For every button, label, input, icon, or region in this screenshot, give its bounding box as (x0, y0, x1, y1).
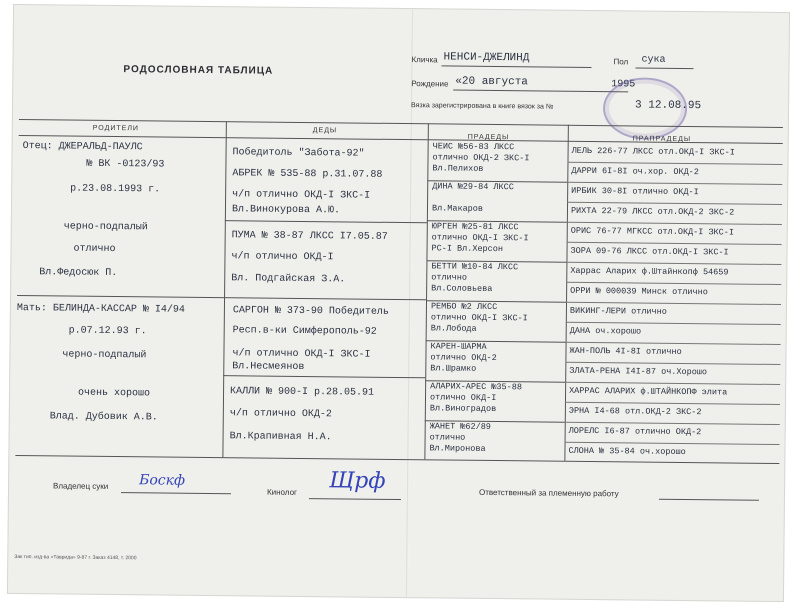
great-great-row-divider (566, 282, 781, 285)
father-color: черно-подпалый (63, 221, 148, 234)
gg-line: Вл.Макаров (431, 203, 484, 214)
nickname-value: НЕНСИ-ДЖЕЛИНД (443, 51, 530, 65)
gg-line: Вл.Лобода (430, 323, 477, 334)
great-great-row-divider (565, 382, 780, 385)
gg-line: РЕМБО №2 ЛКСС (430, 301, 498, 313)
great-great-row-divider (566, 302, 781, 305)
gg-line: ЮРГЕН №25-81 ЛКСС (431, 221, 519, 233)
birth-underline (453, 90, 628, 93)
great-great-row-divider (567, 182, 782, 185)
grandparent-line: Победитоль "Забота-92" (232, 147, 365, 160)
sex-label: Пол (613, 57, 629, 67)
sex-underline (635, 67, 693, 69)
great-great-grandparent-entry: ЭРНА I4-68 отл.ОКД-2 ЗКС-2 (568, 405, 702, 418)
column-header-great-great: ПРАПРАДЕДЫ (632, 135, 692, 144)
great-great-grandparent-entry: ДАРРИ 6I-8I оч.хор. ОКД-2 (571, 165, 699, 178)
grandparent-line: Респ.в-ки Симферополь-92 (232, 325, 377, 338)
owner-signature-line (121, 492, 231, 494)
grandparent-line: АБРЕК № 535-88 р.31.07.88 (232, 168, 383, 181)
great-great-row-divider (565, 402, 780, 405)
kennel-stamp (603, 77, 688, 140)
registration-label: Вязка зарегистрирована в книге вязок за № (411, 102, 554, 111)
gg-line: ДИНА №29-84 ЛКСС (432, 181, 514, 193)
mother-name: Мать: БЕЛИНДА-КАССАР № I4/94 (16, 303, 186, 316)
gg-line: Вл.Виноградов (429, 403, 497, 415)
grandparent-line: Вл. Подгайская З.А. (231, 273, 346, 286)
responsible-signature-line (659, 499, 759, 501)
great-great-grandparent-entry: СЛОНА № 35-84 оч.хорошо (568, 445, 686, 458)
grandparent-line: Вл.Винокурова А.Ю. (231, 204, 341, 217)
great-great-row-divider (567, 242, 782, 245)
owner-signature: Боскф (139, 472, 186, 489)
great-great-grandparent-entry: ДАНА оч.хорошо (569, 325, 642, 337)
parents-divider (17, 295, 426, 300)
father-name: Отец: ДЖЕРАЛЬД-ПАУЛС (22, 141, 143, 154)
great-great-row-divider (565, 362, 780, 365)
cynologist-signature: Щрф (329, 468, 386, 494)
birth-label: Рождение (411, 79, 449, 89)
grandparent-line: САРГОН № 373-90 Победитель (232, 305, 389, 318)
sex-value: сука (641, 54, 666, 66)
gg-line: отлично (429, 432, 466, 443)
grandparent-line: ПУМА № 38-87 ЛКСС I7.05.87 (231, 230, 388, 243)
great-great-grandparent-entry: ЗОРА 09-76 ЛКСС отл.ОКД-I ЗКС-I (570, 245, 729, 258)
gg-line: Вл.Пелихов (432, 163, 484, 174)
great-great-row-divider (565, 442, 780, 445)
father-grade: отлично (73, 243, 116, 256)
grandparent-line: ч/п отлично ОКД-2 (229, 408, 332, 421)
gg-line: КАРЕН-ШАРМА (430, 341, 487, 352)
gg-line: ЧЕИС №56-83 ЛКСС (432, 141, 515, 153)
column-header-grandparents: ДЕДЫ (312, 127, 338, 135)
great-great-grandparent-entry: ЖАН-ПОЛЬ 4I-8I отлично (569, 345, 682, 357)
gg-line: отлично ОКД-2 ЗКС-I (432, 152, 530, 164)
great-great-grandparent-entry: РИХТА 22-79 ЛКСС отл.ОКД-2 ЗКС-2 (570, 205, 735, 218)
father-registry: № ВК -0123/93 (86, 158, 165, 171)
great-great-row-divider (567, 222, 782, 225)
grandparent-line: КАЛЛИ № 900-I р.28.05.91 (230, 386, 375, 399)
great-great-grandparent-entry: Харрас Аларих ф.Штайнкопф 54659 (570, 265, 729, 278)
grandparent-line: ч/п отлично ОКД-I ЗКС-I (232, 189, 371, 202)
print-imprint: Зак тип. изд-ва «Таврида» 9-87 г. Заказ 4148, т. 2000 (14, 553, 137, 562)
great-great-row-divider (566, 262, 781, 265)
great-great-grandparent-entry: ЗЛАТА-РЕНА I4I-87 оч.Хорошо (569, 365, 708, 378)
gg-line: Вл.Шрамко (430, 363, 477, 374)
gg-line: Вл.Соловьева (431, 283, 493, 294)
gg-line: отлично (431, 272, 468, 283)
grandparent-line: ч/п отлично ОКД-I (231, 251, 334, 264)
nickname-label: Кличка (411, 55, 438, 65)
cynologist-signature-line (309, 498, 401, 500)
great-great-grandparent-entry: ИРБИК 30-8I отлично ОКД-I (571, 185, 699, 198)
grandparents-divider-1 (225, 220, 427, 223)
gg-line: ЖАНЕТ №62/89 (429, 421, 491, 432)
gg-line: отлично ОКД-I ЗКС-I (431, 232, 529, 244)
mother-grade: очень хорошо (77, 387, 151, 400)
page-fold (406, 9, 414, 597)
birth-year: 1995 (611, 79, 636, 91)
gg-line: отлично ОКД-I ЗКС-I (430, 312, 528, 324)
gg-line: РС-I Вл.Херсон (431, 243, 504, 255)
column-header-great-grandparents: ПРАДЕДЫ (467, 133, 510, 142)
great-great-row-divider (567, 162, 782, 165)
mother-birth: р.07.12.93 г. (68, 325, 147, 338)
gg-line: отлично ОКД-2 (430, 352, 497, 364)
great-great-grandparent-entry: ХАРРАС АЛАРИХ ф.ШТАЙНКОПФ элита (569, 385, 728, 398)
nickname-underline (441, 65, 591, 68)
birth-value: «20 августа (455, 75, 529, 89)
gg-line: отлично ОКД-I (429, 392, 497, 404)
gg-line: Вл.Миронова (429, 443, 486, 454)
great-great-grandparent-entry: ОРРИ № 000039 Минск отлично (570, 285, 708, 298)
column-divider-2 (424, 123, 429, 459)
mother-color: черно-подпалый (62, 349, 147, 362)
great-great-row-divider (565, 422, 780, 425)
great-great-grandparent-entry: ОРИС 76-77 МГКСС отл.ОКД-I ЗКС-I (570, 225, 735, 238)
great-great-row-divider (567, 202, 782, 205)
father-birth: р.23.08.1993 г. (70, 183, 161, 196)
cynologist-label: Кинолог (266, 487, 298, 497)
great-great-row-divider (566, 342, 781, 345)
grandparent-line: Вл.Несмеянов (232, 361, 305, 374)
owner-label: Владелец суки (53, 481, 109, 491)
father-owner: Вл.Федосюк П. (39, 267, 118, 280)
gg-line: БЕТТИ №10-84 ЛКСС (431, 261, 519, 273)
document-title: РОДОСЛОВНАЯ ТАБЛИЦА (123, 64, 274, 77)
grandparents-divider-3 (223, 375, 425, 378)
mother-owner: Влад. Дубовик А.В. (49, 411, 158, 424)
responsible-label: Ответственный за племенную работу (478, 487, 619, 499)
registration-value: 3 12.08.95 (635, 99, 702, 113)
great-great-grandparent-entry: ЛЕЛЬ 226-77 ЛКСС отл.ОКД-I ЗКС-I (571, 145, 735, 158)
great-great-grandparent-entry: ВИКИНГ-ЛЕРИ отлично (569, 305, 667, 317)
column-divider-1 (222, 121, 227, 457)
great-great-row-divider (566, 322, 781, 325)
grandparent-line: ч/п отлично ОКД-I ЗКС-I (232, 348, 371, 361)
column-header-parents: РОДИТЕЛИ (92, 124, 140, 133)
pedigree-document (7, 4, 790, 602)
gg-line: АЛАРИХ-АРЕС №35-88 (430, 381, 523, 393)
grandparent-line: Вл.Крапивная Н.А. (229, 431, 332, 444)
great-great-grandparent-entry: ЛОРЕЛС I6-87 отлично ОКД-2 (568, 425, 702, 438)
